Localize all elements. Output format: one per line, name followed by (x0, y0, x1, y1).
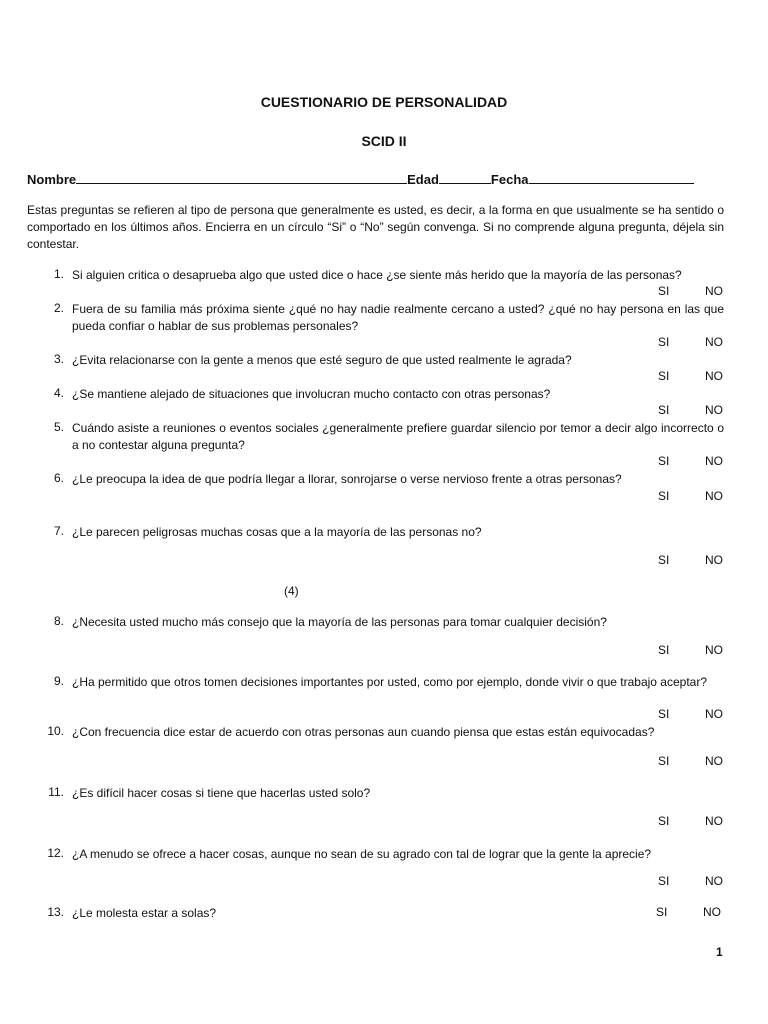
answer-row-12 (0, 874, 768, 890)
answer-si[interactable]: SI (658, 874, 670, 888)
question-text: ¿Le molesta estar a solas? (72, 906, 217, 920)
question-number: 13. (47, 905, 64, 919)
question-text: ¿Ha permitido que otros tomen decisiones importantes por usted, como por ejemplo, donde vivir o que trabajo aceptar? (72, 675, 708, 689)
page-note: (4) (284, 584, 299, 598)
header-fields (27, 171, 694, 187)
question-text: Cuándo asiste a reuniones o eventos sociales ¿generalmente prefiere guardar silencio por temor a decir algo incorrecto o a no contestar alguna pregunta? (72, 421, 724, 452)
answer-si[interactable]: SI (658, 335, 670, 349)
answer-si[interactable]: SI (658, 754, 670, 768)
answer-si[interactable]: SI (658, 403, 670, 417)
page-subtitle: SCID II (361, 133, 407, 149)
page-number: 1 (716, 945, 723, 959)
question-text: ¿Le parecen peligrosas muchas cosas que a la mayoría de las personas no? (72, 525, 482, 539)
answer-row-4 (0, 403, 768, 419)
answer-no[interactable]: NO (705, 454, 723, 468)
question-text: ¿Se mantiene alejado de situaciones que involucran mucho contacto con otras personas? (72, 387, 551, 401)
answer-no[interactable]: NO (705, 489, 723, 503)
answer-si[interactable]: SI (658, 814, 670, 828)
answer-no[interactable]: NO (705, 369, 723, 383)
fecha-field[interactable] (529, 171, 694, 184)
answer-row-5 (0, 454, 768, 470)
answer-row-8 (0, 643, 768, 659)
answer-no[interactable]: NO (705, 814, 723, 828)
answer-si[interactable]: SI (658, 707, 670, 721)
answer-no[interactable]: NO (705, 403, 723, 417)
question-number: 12. (47, 846, 64, 860)
question-text: Si alguien critica o desaprueba algo que usted dice o hace ¿se siente más herido que la mayoría de las personas? (72, 268, 682, 282)
nombre-field[interactable] (76, 171, 407, 184)
question-text: ¿Con frecuencia dice estar de acuerdo con otras personas aun cuando piensa que estas están equivocadas? (72, 725, 655, 739)
instructions: Estas preguntas se refieren al tipo de persona que generalmente es usted, es decir, a la forma en que usualmente se ha sentido o comportado en los últimos años. Encierra en un círculo “Si” o “No” según convenga. Si no comprende alguna pregunta, déjela sin contestar. (27, 203, 724, 251)
answer-si[interactable]: SI (658, 643, 670, 657)
answer-si[interactable]: SI (658, 284, 670, 298)
answer-no[interactable]: NO (705, 707, 723, 721)
question-text: ¿Le preocupa la idea de que podría llegar a llorar, sonrojarse o verse nervioso frente a otras personas? (72, 472, 622, 486)
answer-si[interactable]: SI (658, 454, 670, 468)
question-number: 11. (48, 785, 64, 799)
answer-no[interactable]: NO (705, 284, 723, 298)
question-text: ¿Necesita usted mucho más consejo que la mayoría de las personas para tomar cualquier decisión? (72, 615, 607, 629)
question-text: ¿A menudo se ofrece a hacer cosas, aunque no sean de su agrado con tal de lograr que la gente la aprecie? (72, 847, 652, 861)
question-number: 5. (53, 420, 64, 434)
edad-field[interactable] (439, 171, 491, 184)
answer-row-13 (0, 905, 768, 921)
question-number: 10. (47, 724, 64, 738)
answer-si[interactable]: SI (656, 905, 668, 919)
answer-row-2 (0, 335, 768, 351)
answer-row-11 (0, 814, 768, 830)
answer-no[interactable]: NO (705, 553, 723, 567)
answer-row-6 (0, 489, 768, 505)
answer-si[interactable]: SI (658, 553, 670, 567)
edad-label: Edad (407, 172, 439, 187)
question-number: 3. (53, 352, 64, 366)
answer-row-3 (0, 369, 768, 385)
answer-no[interactable]: NO (705, 754, 723, 768)
nombre-label: Nombre (27, 172, 77, 187)
question-number: 7. (53, 524, 64, 538)
question-number: 1. (53, 267, 64, 281)
answer-no[interactable]: NO (705, 643, 723, 657)
question-number: 2. (53, 301, 64, 315)
question-number: 4. (53, 386, 64, 400)
answer-row-1 (0, 284, 768, 300)
answer-no[interactable]: NO (705, 874, 723, 888)
question-number: 6. (53, 471, 64, 485)
question-number: 9. (53, 674, 64, 688)
answer-si[interactable]: SI (658, 489, 670, 503)
answer-si[interactable]: SI (658, 369, 670, 383)
answer-no[interactable]: NO (703, 905, 721, 919)
page-title: CUESTIONARIO DE PERSONALIDAD (260, 94, 508, 110)
answer-row-7 (0, 553, 768, 569)
answer-no[interactable]: NO (705, 335, 723, 349)
question-text: Fuera de su familia más próxima siente ¿qué no hay nadie realmente cercano a usted? ¿qué no hay persona en las que pueda confiar o hablar de sus problemas personales? (72, 302, 724, 333)
answer-row-9 (0, 707, 768, 723)
fecha-label: Fecha (490, 172, 529, 187)
answer-row-10 (0, 754, 768, 770)
question-text: ¿Es difícil hacer cosas si tiene que hacerlas usted solo? (72, 786, 371, 800)
question-number: 8. (53, 614, 64, 628)
question-text: ¿Evita relacionarse con la gente a menos que esté seguro de que usted realmente le agrada? (72, 353, 572, 367)
